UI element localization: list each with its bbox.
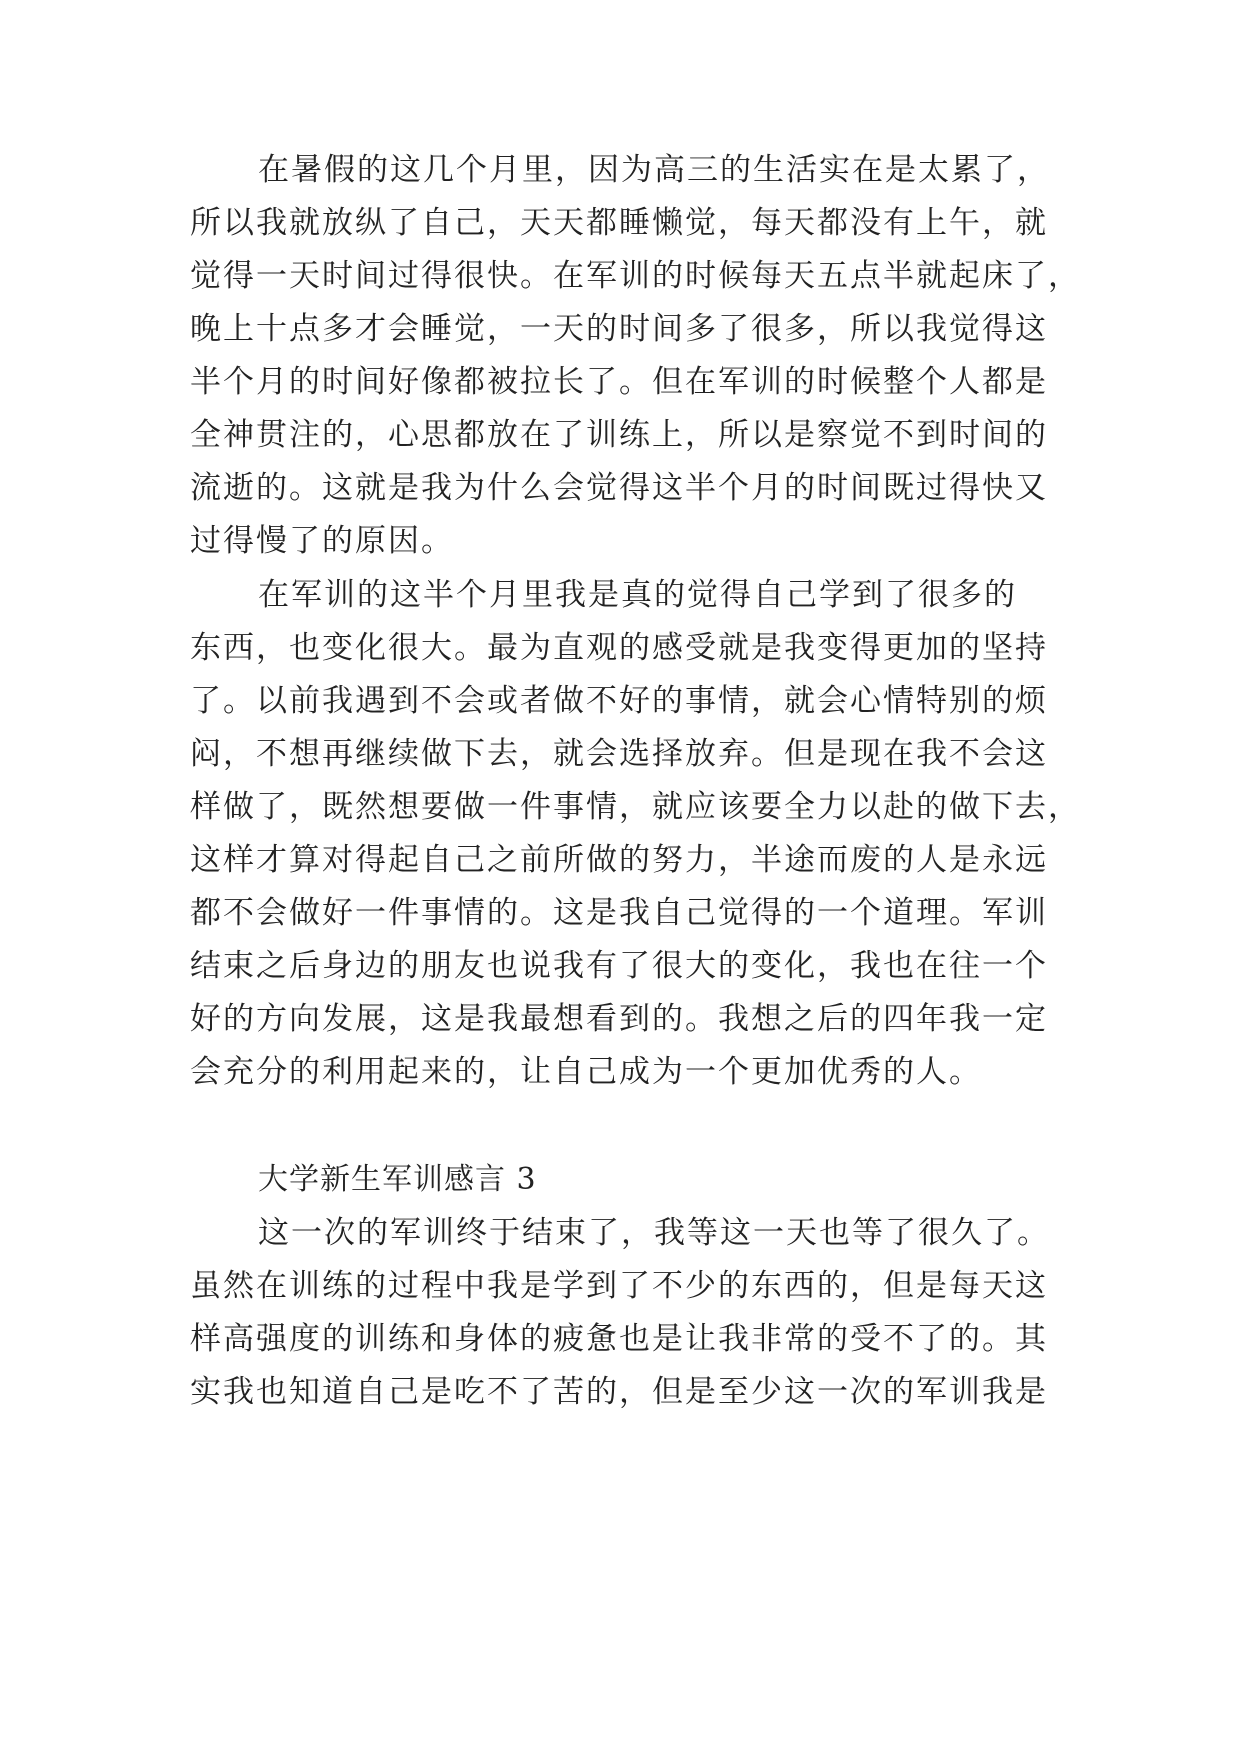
paragraph-2-line: 东西，也变化很大。最为直观的感受就是我变得更加的坚持 (190, 630, 1048, 666)
paragraph-2-line: 这样才算对得起自己之前所做的努力，半途而废的人是永远 (190, 842, 1048, 878)
paragraph-1-line: 半个月的时间好像都被拉长了。但在军训的时候整个人都是 (190, 364, 1048, 400)
paragraph-3-line: 这一次的军训终于结束了，我等这一天也等了很久了。 (258, 1215, 1050, 1251)
paragraph-1-line: 所以我就放纵了自己，天天都睡懒觉，每天都没有上午，就 (190, 205, 1048, 241)
paragraph-2-line: 都不会做好一件事情的。这是我自己觉得的一个道理。军训 (190, 895, 1048, 931)
paragraph-1-line: 晚上十点多才会睡觉，一天的时间多了很多，所以我觉得这 (190, 311, 1048, 347)
paragraph-2-line: 闷，不想再继续做下去，就会选择放弃。但是现在我不会这 (190, 736, 1048, 772)
paragraph-1-line: 觉得一天时间过得很快。在军训的时候每天五点半就起床了， (190, 258, 1081, 294)
paragraph-1-line: 全神贯注的，心思都放在了训练上，所以是察觉不到时间的 (190, 417, 1048, 453)
paragraph-1-line: 过得慢了的原因。 (190, 523, 454, 559)
paragraph-1-line: 流逝的。这就是我为什么会觉得这半个月的时间既过得快又 (190, 470, 1048, 506)
paragraph-1-line: 在暑假的这几个月里，因为高三的生活实在是太累了， (258, 152, 1050, 188)
paragraph-2-line: 好的方向发展，这是我最想看到的。我想之后的四年我一定 (190, 1001, 1048, 1037)
paragraph-2-line: 了。以前我遇到不会或者做不好的事情，就会心情特别的烦 (190, 683, 1048, 719)
paragraph-2-line: 结束之后身边的朋友也说我有了很大的变化，我也在往一个 (190, 948, 1048, 984)
paragraph-2-line: 会充分的利用起来的，让自己成为一个更加优秀的人。 (190, 1054, 982, 1090)
paragraph-3-line: 实我也知道自己是吃不了苦的，但是至少这一次的军训我是 (190, 1374, 1048, 1410)
section-heading: 大学新生军训感言 3 (258, 1162, 537, 1197)
paragraph-3-line: 样高强度的训练和身体的疲惫也是让我非常的受不了的。其 (190, 1321, 1048, 1357)
paragraph-2-line: 在军训的这半个月里我是真的觉得自己学到了很多的 (258, 577, 1017, 613)
paragraph-3-line: 虽然在训练的过程中我是学到了不少的东西的，但是每天这 (190, 1268, 1048, 1304)
paragraph-2-line: 样做了，既然想要做一件事情，就应该要全力以赴的做下去， (190, 789, 1081, 825)
